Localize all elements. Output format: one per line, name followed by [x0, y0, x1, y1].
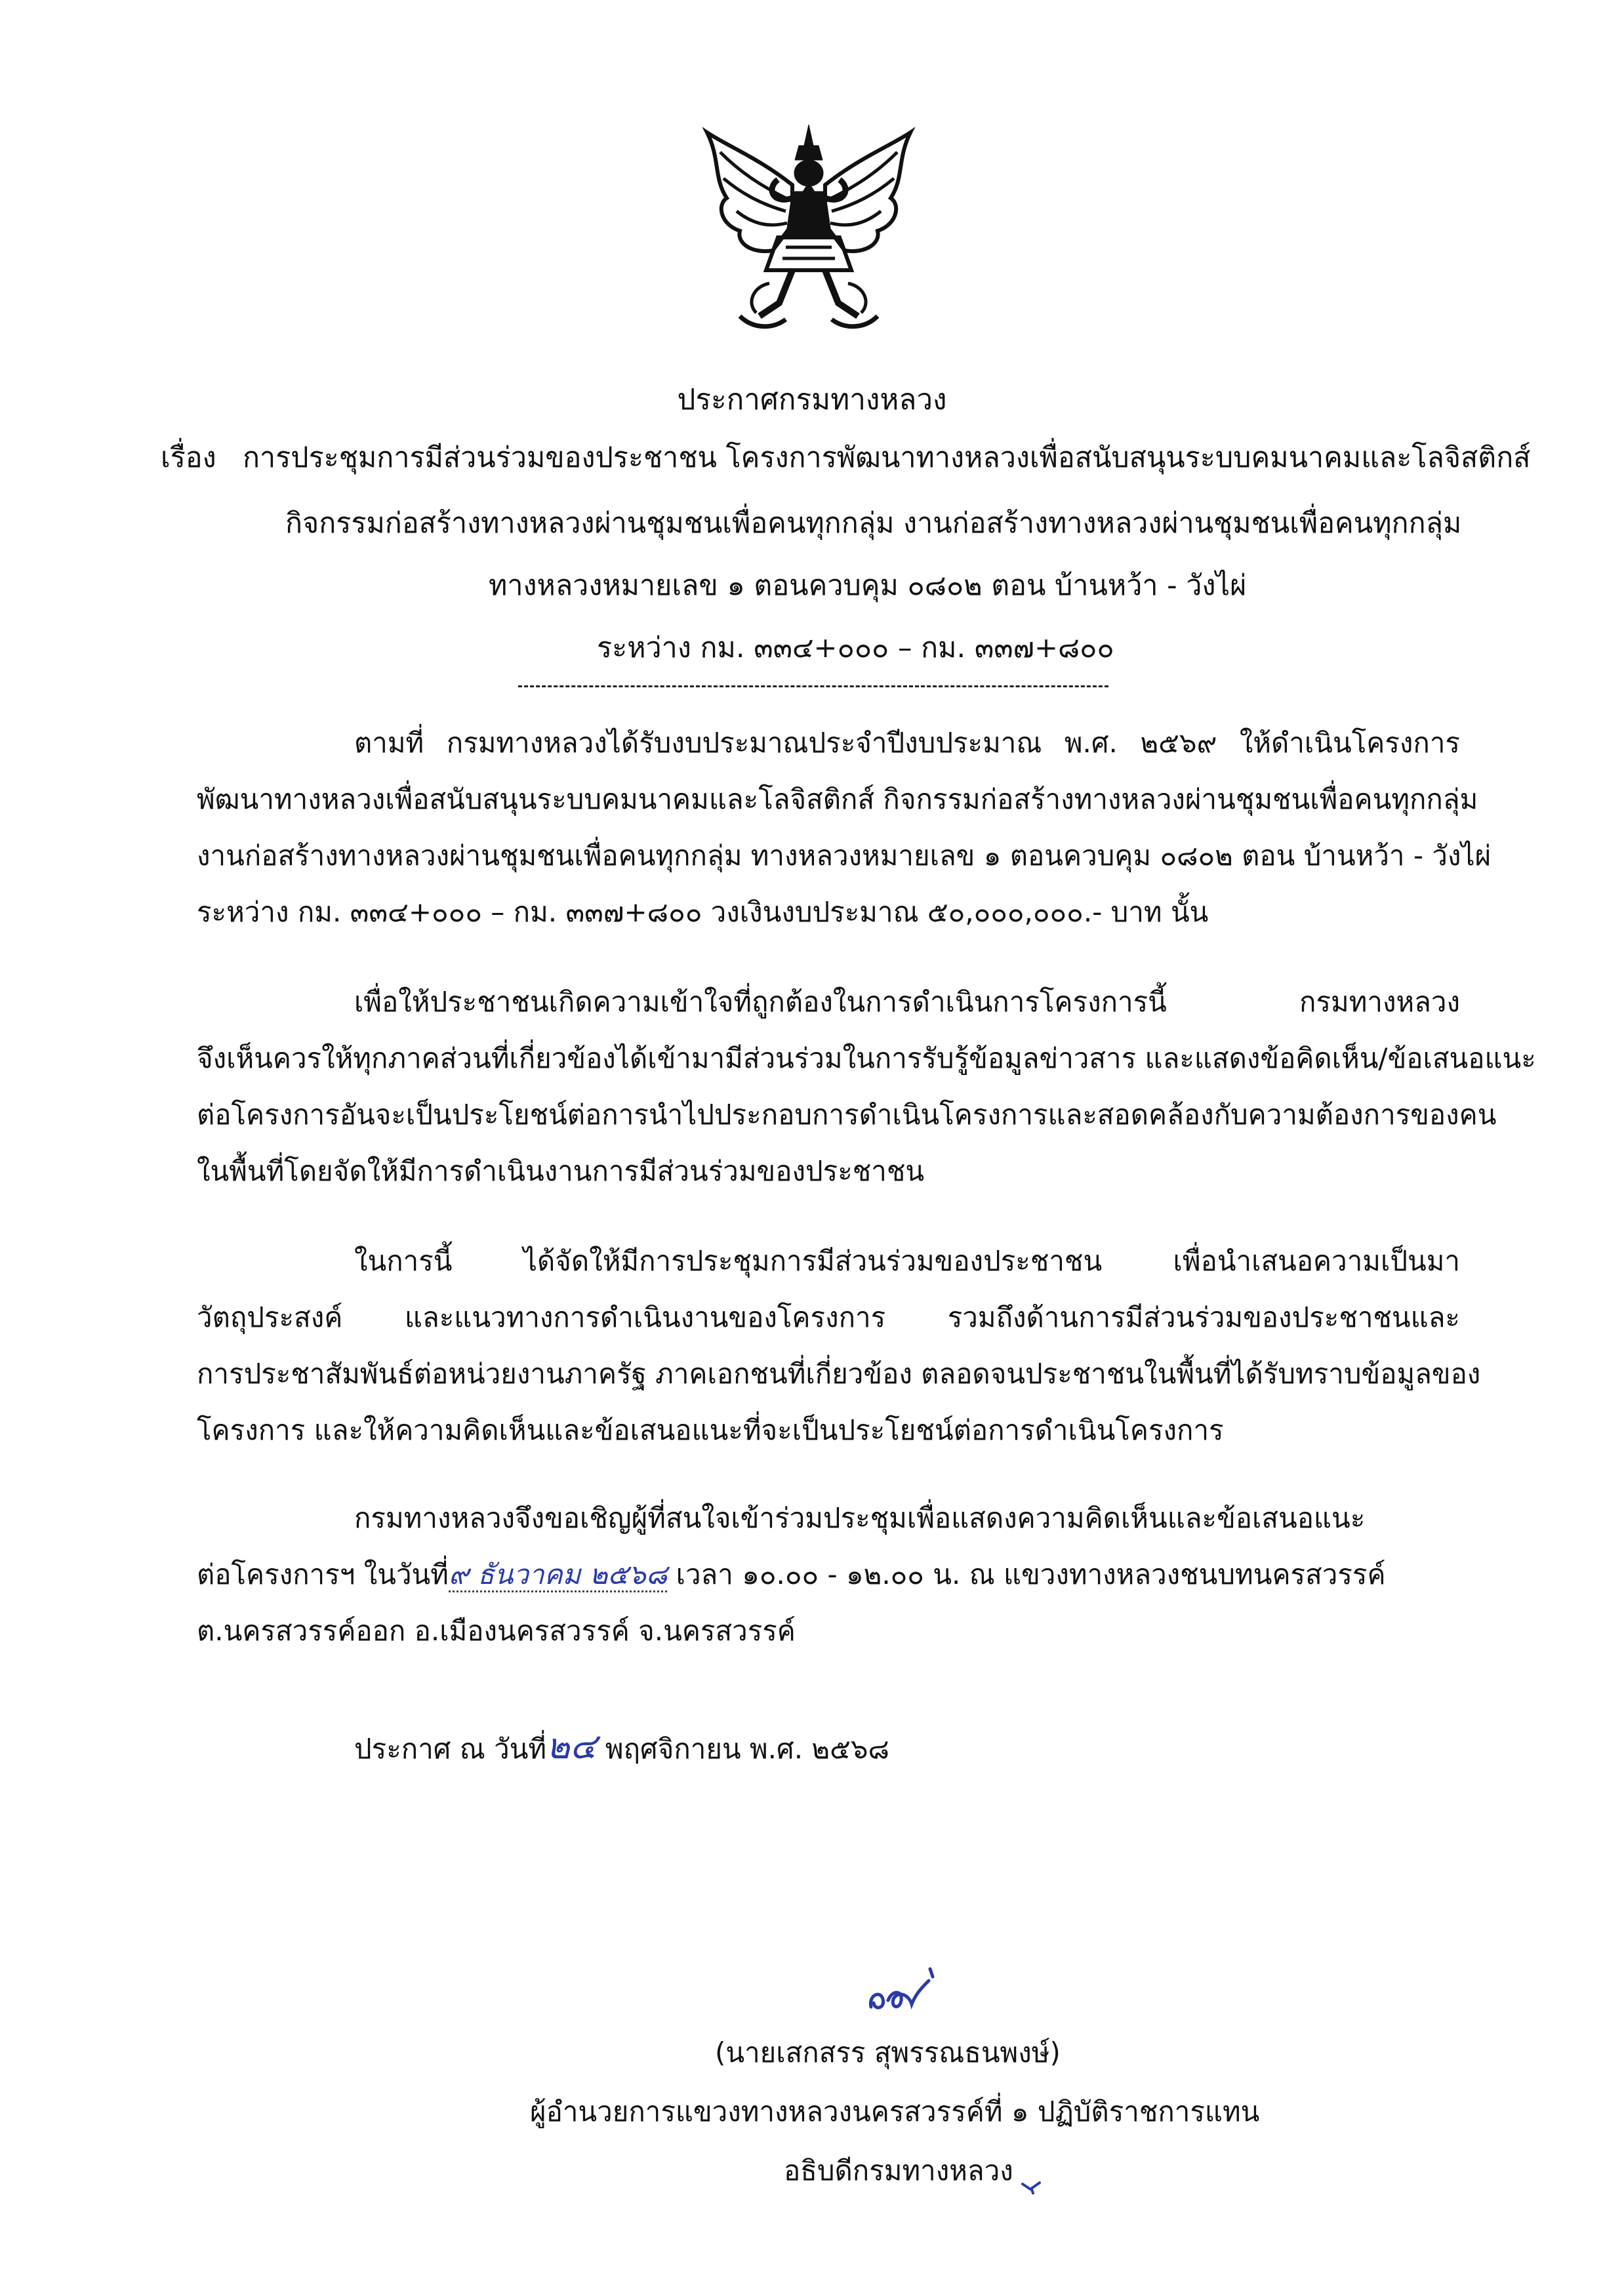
paragraph-line: พัฒนาทางหลวงเพื่อสนับสนุนระบบคมนาคมและโลจิสติกส์ กิจกรรมก่อสร้างทางหลวงผ่านชุมชนเพื่อคนทุกกลุ่ม [197, 783, 1478, 815]
paragraph-line: ต่อโครงการอันจะเป็นประโยชน์ต่อการนำไปประกอบการดำเนินโครงการและสอดคล้องกับความต้องการของคน [197, 1099, 1497, 1131]
meeting-date: ๙ ธันวาคม ๒๕๖๘ [449, 1558, 667, 1592]
handwritten-signature-icon [866, 1961, 944, 2020]
paragraph-line: ในพื้นที่โดยจัดให้มีการดำเนินงานการมีส่วนร่วมของประชาชน [197, 1155, 925, 1187]
paragraph-line: เพื่อให้ประชาชนเกิดความเข้าใจที่ถูกต้องในการดำเนินการโครงการนี้ กรมทางหลวง [354, 986, 1460, 1018]
announce-prefix: ประกาศ ณ วันที่ [354, 1733, 547, 1765]
paragraph-line: ตามที่ กรมทางหลวงได้รับงบประมาณประจำปีงบประมาณ พ.ศ. ๒๕๖๙ ให้ดำเนินโครงการ [354, 727, 1460, 759]
paragraph-line: จึงเห็นควรให้ทุกภาคส่วนที่เกี่ยวข้องได้เข้ามามีส่วนร่วมในการรับรู้ข้อมูลข่าวสาร และแสดงข้อคิดเห็น/ข้อเสนอแนะ [197, 1042, 1536, 1074]
subject-line: ระหว่าง กม. ๓๓๔+๐๐๐ – กม. ๓๓๗+๘๐๐ [597, 632, 1114, 664]
paragraph-line: ในการนี้ ได้จัดให้มีการประชุมการมีส่วนร่วมของประชาชน เพื่อนำเสนอความเป็นมา [354, 1245, 1460, 1277]
dashed-divider [518, 685, 1108, 687]
paragraph-line: วัตถุประสงค์ และแนวทางการดำเนินงานของโครงการ รวมถึงด้านการมีส่วนร่วมของประชาชนและ [197, 1301, 1460, 1333]
garuda-emblem-icon [700, 119, 917, 336]
paragraph-meeting-purpose [197, 1233, 1481, 1459]
paragraph-purpose [197, 974, 1536, 1200]
paragraph-line-date [197, 1547, 1460, 1603]
signer-position: ผู้อำนวยการแขวงทางหลวงนครสวรรค์ที่ ๑ ปฏิบัติราชการแทน [530, 2095, 1260, 2128]
time-location: เวลา ๑๐.๐๐ - ๑๒.๐๐ น. ณ แขวงทางหลวงชนบทนครสวรรค์ [667, 1558, 1386, 1590]
date-prefix: ต่อโครงการฯ ในวันที่ [197, 1558, 449, 1590]
paragraph-background [197, 715, 1492, 940]
document-title: ประกาศกรมทางหลวง [677, 383, 947, 416]
paragraph-line: โครงการ และให้ความคิดเห็นและข้อเสนอแนะที่จะเป็นประโยชน์ต่อการดำเนินโครงการ [197, 1414, 1224, 1446]
subject-line: กิจกรรมก่อสร้างทางหลวงผ่านชุมชนเพื่อคนทุกกลุ่ม งานก่อสร้างทางหลวงผ่านชุมชนเพื่อคนทุกกลุ่ม [285, 507, 1462, 540]
paragraph-line: ระหว่าง กม. ๓๓๔+๐๐๐ – กม. ๓๓๗+๘๐๐ วงเงินงบประมาณ ๕๐,๐๐๐,๐๐๐.- บาท นั้น [197, 896, 1209, 928]
signer-name: (นายเสกสรร สุพรรณธนพงษ์) [715, 2036, 1061, 2069]
announce-day: ๒๔ [546, 1726, 597, 1767]
ink-mark-icon [1020, 2179, 1044, 2194]
subject-label: เรื่อง [161, 441, 216, 474]
subject-line: การประชุมการมีส่วนร่วมของประชาชน โครงการพัฒนาทางหลวงเพื่อสนับสนุนระบบคมนาคมและโลจิสติกส์ [243, 441, 1531, 474]
paragraph-line: การประชาสัมพันธ์ต่อหน่วยงานภาครัฐ ภาคเอกชนที่เกี่ยวข้อง ตลอดจนประชาชนในพื้นที่ได้รับทราบข้อมูลของ [197, 1358, 1481, 1390]
subject-line: ทางหลวงหมายเลข ๑ ตอนควบคุม ๐๘๐๒ ตอน บ้านหว้า - วังไผ่ [489, 569, 1247, 602]
paragraph-line: งานก่อสร้างทางหลวงผ่านชุมชนเพื่อคนทุกกลุ่ม ทางหลวงหมายเลข ๑ ตอนควบคุม ๐๘๐๒ ตอน บ้านหว้า - วังไผ่ [197, 839, 1492, 872]
paragraph-invitation [197, 1490, 1460, 1659]
signer-position-title: อธิบดีกรมทางหลวง [784, 2154, 1013, 2187]
paragraph-line: กรมทางหลวงจึงขอเชิญผู้ที่สนใจเข้าร่วมประชุมเพื่อแสดงความคิดเห็นและข้อเสนอแนะ [354, 1502, 1366, 1534]
announcement-date [354, 1718, 889, 1777]
paragraph-line: ต.นครสวรรค์ออก อ.เมืองนครสวรรค์ จ.นครสวรรค์ [197, 1615, 796, 1647]
announce-suffix: พฤศจิกายน พ.ศ. ๒๕๖๘ [596, 1733, 889, 1765]
